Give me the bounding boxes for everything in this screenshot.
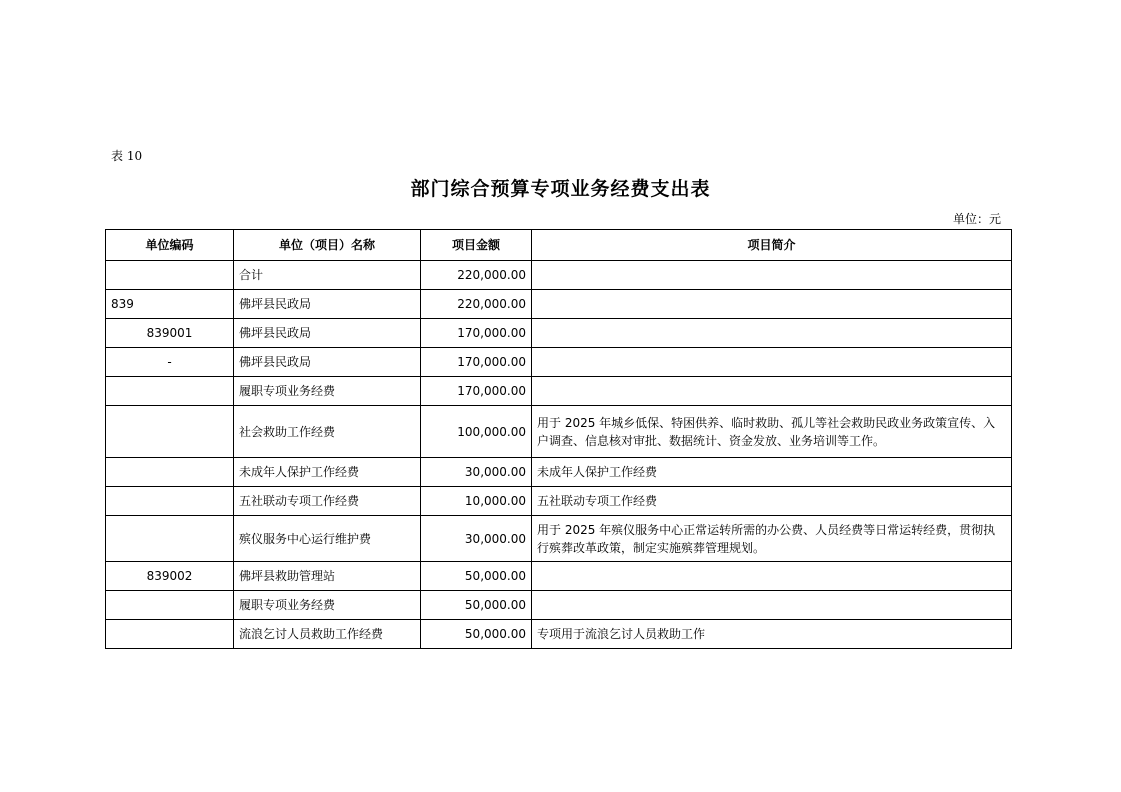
table-row xyxy=(106,406,1012,458)
row-desc xyxy=(532,562,1012,591)
row-name: 殡仪服务中心运行维护费 xyxy=(234,516,421,562)
row-amount: 170,000.00 xyxy=(421,348,532,377)
row-amount: 170,000.00 xyxy=(421,377,532,406)
row-name: 履职专项业务经费 xyxy=(234,377,421,406)
row-desc xyxy=(532,348,1012,377)
table-row xyxy=(106,487,1012,516)
row-code xyxy=(106,516,234,562)
header-name: 单位（项目）名称 xyxy=(234,230,421,261)
table-row xyxy=(106,290,1012,319)
row-name: 佛坪县民政局 xyxy=(234,348,421,377)
row-desc xyxy=(532,377,1012,406)
table-row xyxy=(106,620,1012,649)
row-amount: 10,000.00 xyxy=(421,487,532,516)
row-name: 履职专项业务经费 xyxy=(234,591,421,620)
row-code: 839 xyxy=(106,290,234,319)
row-amount: 220,000.00 xyxy=(421,290,532,319)
row-desc xyxy=(532,290,1012,319)
row-code xyxy=(106,406,234,458)
row-code xyxy=(106,591,234,620)
table-row xyxy=(106,377,1012,406)
row-amount: 220,000.00 xyxy=(421,261,532,290)
row-code xyxy=(106,620,234,649)
row-amount: 100,000.00 xyxy=(421,406,532,458)
row-amount: 50,000.00 xyxy=(421,620,532,649)
row-name: 五社联动专项工作经费 xyxy=(234,487,421,516)
row-name: 佛坪县救助管理站 xyxy=(234,562,421,591)
table-row xyxy=(106,458,1012,487)
row-name: 社会救助工作经费 xyxy=(234,406,421,458)
budget-table xyxy=(105,229,1012,649)
row-desc xyxy=(532,261,1012,290)
table-row xyxy=(106,516,1012,562)
row-name: 佛坪县民政局 xyxy=(234,290,421,319)
row-code xyxy=(106,458,234,487)
row-amount: 50,000.00 xyxy=(421,591,532,620)
table-row xyxy=(106,319,1012,348)
table-row xyxy=(106,562,1012,591)
row-name: 流浪乞讨人员救助工作经费 xyxy=(234,620,421,649)
row-desc xyxy=(532,591,1012,620)
row-amount: 170,000.00 xyxy=(421,319,532,348)
row-name: 未成年人保护工作经费 xyxy=(234,458,421,487)
row-desc: 未成年人保护工作经费 xyxy=(532,458,1012,487)
row-desc: 用于 2025 年城乡低保、特困供养、临时救助、孤儿等社会救助民政业务政策宣传、入户调查、信息核对审批、数据统计、资金发放、业务培训等工作。 xyxy=(532,406,1012,458)
row-code: 839001 xyxy=(106,319,234,348)
header-code: 单位编码 xyxy=(106,230,234,261)
table-row xyxy=(106,261,1012,290)
table-row xyxy=(106,591,1012,620)
row-code: - xyxy=(106,348,234,377)
table-number: 表 10 xyxy=(111,149,143,163)
row-desc: 五社联动专项工作经费 xyxy=(532,487,1012,516)
row-code: 839002 xyxy=(106,562,234,591)
row-name: 佛坪县民政局 xyxy=(234,319,421,348)
row-code xyxy=(106,261,234,290)
header-amount: 项目金额 xyxy=(421,230,532,261)
table-row xyxy=(106,348,1012,377)
page-title: 部门综合预算专项业务经费支出表 xyxy=(410,178,711,200)
table-header-row xyxy=(106,230,1012,261)
unit-label: 单位：元 xyxy=(952,212,1001,226)
row-code xyxy=(106,487,234,516)
row-amount: 30,000.00 xyxy=(421,458,532,487)
row-name: 合计 xyxy=(234,261,421,290)
header-desc: 项目简介 xyxy=(532,230,1012,261)
row-desc: 专项用于流浪乞讨人员救助工作 xyxy=(532,620,1012,649)
row-amount: 30,000.00 xyxy=(421,516,532,562)
row-amount: 50,000.00 xyxy=(421,562,532,591)
row-desc: 用于 2025 年殡仪服务中心正常运转所需的办公费、人员经费等日常运转经费，贯彻执行殡葬改革政策，制定实施殡葬管理规划。 xyxy=(532,516,1012,562)
row-desc xyxy=(532,319,1012,348)
row-code xyxy=(106,377,234,406)
